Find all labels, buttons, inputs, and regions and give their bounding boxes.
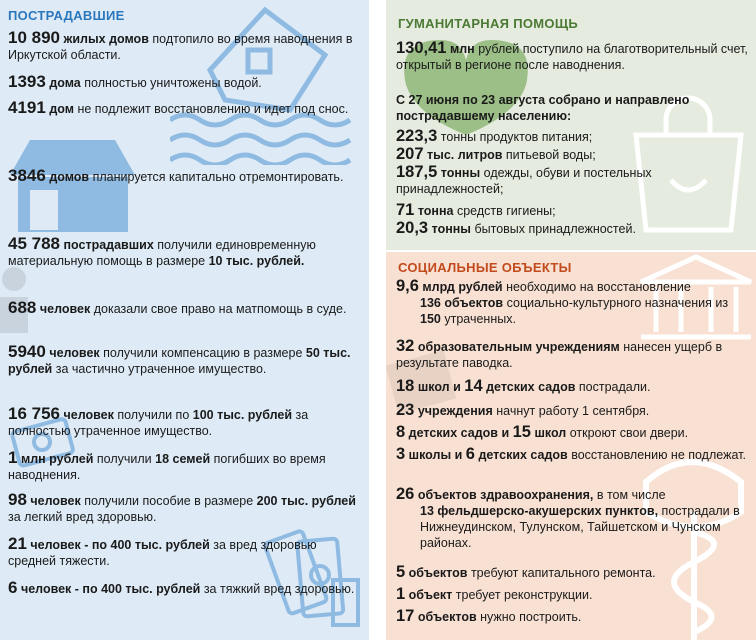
list-item: 5 объектов требуют капитального ремонта. bbox=[396, 563, 656, 581]
social-title: СОЦИАЛЬНЫЕ ОБЪЕКТЫ bbox=[398, 260, 572, 275]
list-item: 688 человек доказали свое право на матпомощь в суде. bbox=[8, 298, 347, 317]
list-item: 45 788 пострадавших получили единовременную материальную помощь в размере 10 тыс. рублей. bbox=[8, 234, 316, 268]
humanitarian-panel bbox=[386, 0, 756, 250]
list-item: 1393 дома полностью уничтожены водой. bbox=[8, 72, 262, 91]
list-item: 20,3 тонны бытовых принадлежностей. bbox=[396, 219, 636, 237]
list-item: 3 школы и 6 детских садов восстановлению не подлежат. bbox=[396, 445, 746, 463]
humanitarian-title: ГУМАНИТАРНАЯ ПОМОЩЬ bbox=[398, 16, 579, 31]
list-item: 187,5 тонны одежды, обуви и постельных принадлежностей; bbox=[396, 163, 652, 196]
list-item: 98 человек получили пособие в размере 200 тыс. рублей за легкий вред здоровью. bbox=[8, 490, 356, 524]
victims-panel bbox=[0, 0, 369, 640]
list-item: 1 объект требует реконструкции. bbox=[396, 585, 593, 603]
list-item: 1 млн рублей получили 18 семей погибших во время наводнения. bbox=[8, 448, 326, 482]
list-item: 3846 домов планируется капитально отремонтировать. bbox=[8, 166, 344, 185]
list-item: 223,3 тонны продуктов питания; bbox=[396, 127, 593, 145]
list-item: 8 детских садов и 15 школ откроют свои двери. bbox=[396, 423, 689, 441]
list-item: 5940 человек получили компенсацию в размере 50 тыс. рублей за частично утраченное имущество. bbox=[8, 342, 351, 376]
list-item: 23 учреждения начнут работу 1 сентября. bbox=[396, 401, 650, 419]
lead-item: 130,41 млн рублей поступило на благотворительный счет, открытый в регионе после наводнения. bbox=[396, 39, 748, 72]
list-item: 4191 дом не подлежит восстановлению и идет под снос. bbox=[8, 98, 349, 117]
list-item: 6 человек - по 400 тыс. рублей за тяжкий вред здоровью. bbox=[8, 578, 355, 597]
list-item: 18 школ и 14 детских садов пострадали. bbox=[396, 377, 651, 395]
house-icon bbox=[0, 135, 140, 235]
list-item: 26 объектов здравоохранения, в том числе 13 фельдшерско-акушерских пунктов, пострадали в Нижнеудинском, Тулунском, Тайшетском и Чунском районах. bbox=[396, 485, 740, 550]
list-item: 16 756 человек получили по 100 тыс. рублей за полностью утраченное имущество. bbox=[8, 404, 309, 438]
list-item: 71 тонна средств гигиены; bbox=[396, 201, 556, 219]
list-item: 21 человек - по 400 тыс. рублей за вред здоровью средней тяжести. bbox=[8, 534, 317, 568]
victims-title: ПОСТРАДАВШИЕ bbox=[8, 8, 125, 23]
list-item: 9,6 млрд рублей необходимо на восстановление 136 объектов социально-культурного назначения из 150 утраченных. bbox=[396, 277, 729, 326]
intro-text: С 27 июня по 23 августа собрано и направлено пострадавшему населению: bbox=[396, 93, 690, 123]
list-item: 17 объектов нужно построить. bbox=[396, 607, 582, 625]
list-item: 207 тыс. литров питьевой воды; bbox=[396, 145, 596, 163]
list-item: 32 образовательным учреждениям нанесен ущерб в результате паводка. bbox=[396, 337, 723, 370]
list-item: 10 890 жилых домов подтопило во время наводнения в Иркутской области. bbox=[8, 28, 353, 62]
social-panel bbox=[386, 252, 756, 640]
